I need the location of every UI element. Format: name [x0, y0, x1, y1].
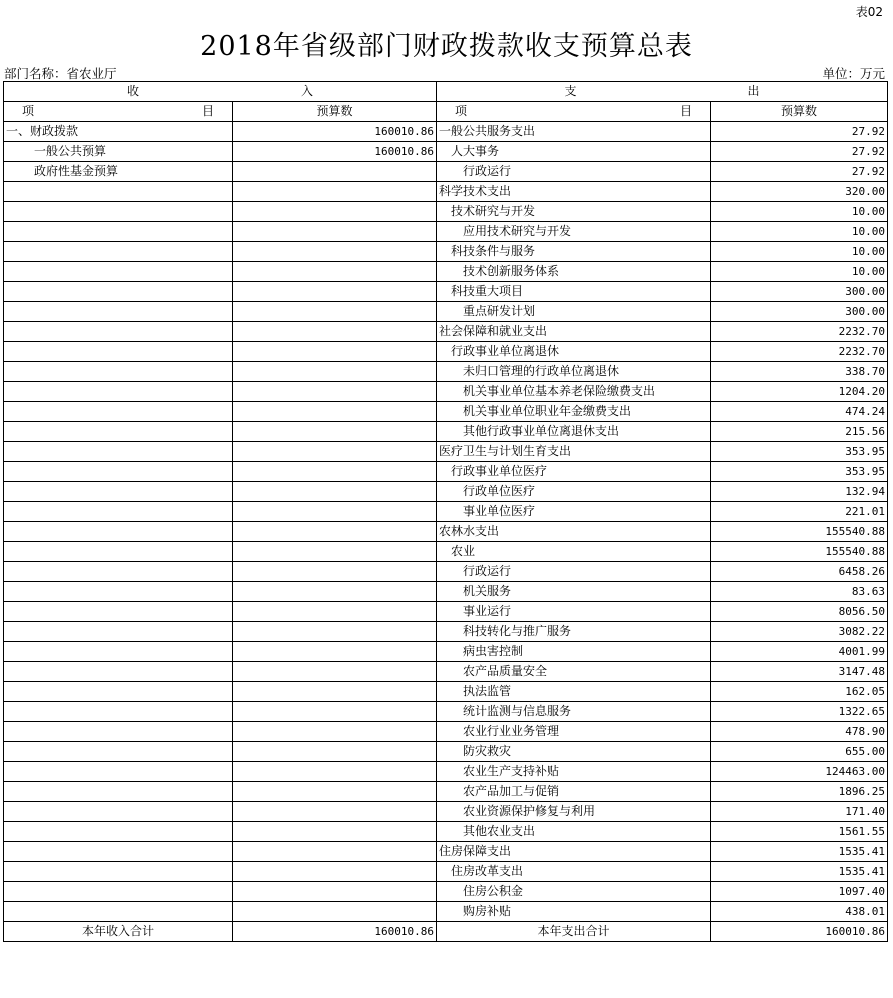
income-item [4, 422, 233, 442]
expense-total-value: 160010.86 [711, 922, 888, 942]
expense-value: 1322.65 [711, 702, 888, 722]
expense-value: 83.63 [711, 582, 888, 602]
income-value [233, 642, 437, 662]
expense-item: 农林水支出 [437, 522, 711, 542]
expense-item: 行政事业单位医疗 [437, 462, 711, 482]
expense-value: 474.24 [711, 402, 888, 422]
income-item [4, 222, 233, 242]
income-item [4, 622, 233, 642]
expense-value: 1204.20 [711, 382, 888, 402]
income-item [4, 862, 233, 882]
table-row [4, 262, 888, 282]
expense-item: 一般公共服务支出 [437, 122, 711, 142]
table-row [4, 742, 888, 762]
expense-total-label: 本年支出合计 [437, 922, 711, 942]
table-row [4, 522, 888, 542]
expense-value: 27.92 [711, 122, 888, 142]
table-row [4, 842, 888, 862]
table-row [4, 282, 888, 302]
table-row [4, 682, 888, 702]
income-value [233, 622, 437, 642]
income-section-header [4, 82, 437, 102]
sheet-number: 表02 [855, 5, 883, 19]
expense-value: 4001.99 [711, 642, 888, 662]
expense-value: 3082.22 [711, 622, 888, 642]
income-value [233, 522, 437, 542]
expense-item: 事业运行 [437, 602, 711, 622]
table-row [4, 242, 888, 262]
expense-item: 农产品质量安全 [437, 662, 711, 682]
item-char-1: 项 [22, 104, 35, 118]
item-char-1: 项 [455, 104, 468, 118]
expense-item: 行政单位医疗 [437, 482, 711, 502]
income-item [4, 542, 233, 562]
table-row [4, 322, 888, 342]
income-value [233, 802, 437, 822]
table-row [4, 202, 888, 222]
income-value [233, 202, 437, 222]
expense-value: 478.90 [711, 722, 888, 742]
income-value [233, 742, 437, 762]
expense-value: 6458.26 [711, 562, 888, 582]
expense-item: 技术研究与开发 [437, 202, 711, 222]
income-value [233, 822, 437, 842]
expense-item: 机关事业单位基本养老保险缴费支出 [437, 382, 711, 402]
expense-char-2: 出 [747, 84, 760, 98]
table-row [4, 142, 888, 162]
income-value [233, 782, 437, 802]
expense-item: 技术创新服务体系 [437, 262, 711, 282]
expense-value: 3147.48 [711, 662, 888, 682]
income-value [233, 702, 437, 722]
income-value [233, 542, 437, 562]
expense-value: 221.01 [711, 502, 888, 522]
expense-item: 购房补贴 [437, 902, 711, 922]
income-item [4, 602, 233, 622]
table-row [4, 562, 888, 582]
income-value [233, 882, 437, 902]
table-row [4, 482, 888, 502]
income-value [233, 442, 437, 462]
table-row [4, 342, 888, 362]
income-item [4, 822, 233, 842]
item-char-2: 目 [201, 104, 214, 118]
expense-value: 1896.25 [711, 782, 888, 802]
table-row [4, 182, 888, 202]
expense-item: 科技重大项目 [437, 282, 711, 302]
expense-value: 27.92 [711, 162, 888, 182]
table-row [4, 642, 888, 662]
table-row [4, 802, 888, 822]
expense-item: 农业 [437, 542, 711, 562]
table-body [4, 122, 888, 922]
expense-item: 农业资源保护修复与利用 [437, 802, 711, 822]
expense-item: 农业行业业务管理 [437, 722, 711, 742]
table-row [4, 502, 888, 522]
expense-item: 科学技术支出 [437, 182, 711, 202]
item-char-2: 目 [679, 104, 692, 118]
income-item: 一般公共预算 [4, 142, 233, 162]
income-value [233, 482, 437, 502]
expense-value: 300.00 [711, 302, 888, 322]
table-row [4, 822, 888, 842]
expense-budget-header: 预算数 [711, 102, 888, 122]
expense-item: 住房保障支出 [437, 842, 711, 862]
income-value [233, 362, 437, 382]
expense-section-header [437, 82, 888, 102]
expense-item: 事业单位医疗 [437, 502, 711, 522]
table-row [4, 702, 888, 722]
table-row [4, 662, 888, 682]
income-item [4, 182, 233, 202]
table-row [4, 882, 888, 902]
expense-value: 338.70 [711, 362, 888, 382]
income-value [233, 322, 437, 342]
income-value [233, 222, 437, 242]
expense-item: 机关事业单位职业年金缴费支出 [437, 402, 711, 422]
expense-value: 155540.88 [711, 522, 888, 542]
expense-item: 科技转化与推广服务 [437, 622, 711, 642]
income-item [4, 382, 233, 402]
income-item [4, 502, 233, 522]
expense-value: 655.00 [711, 742, 888, 762]
expense-value: 320.00 [711, 182, 888, 202]
budget-table [3, 81, 888, 942]
income-item [4, 322, 233, 342]
income-item [4, 682, 233, 702]
income-value [233, 242, 437, 262]
expense-item: 机关服务 [437, 582, 711, 602]
income-item [4, 882, 233, 902]
income-item: 政府性基金预算 [4, 162, 233, 182]
expense-char-1: 支 [564, 84, 577, 98]
income-item [4, 302, 233, 322]
expense-item: 农业生产支持补贴 [437, 762, 711, 782]
income-value [233, 502, 437, 522]
income-item [4, 402, 233, 422]
table-row [4, 722, 888, 742]
table-row [4, 542, 888, 562]
expense-value: 2232.70 [711, 322, 888, 342]
income-value [233, 282, 437, 302]
totals-row [4, 922, 888, 942]
expense-value: 162.05 [711, 682, 888, 702]
expense-value: 8056.50 [711, 602, 888, 622]
income-value [233, 902, 437, 922]
expense-item: 农产品加工与促销 [437, 782, 711, 802]
income-value [233, 722, 437, 742]
income-item [4, 202, 233, 222]
income-item [4, 702, 233, 722]
expense-item: 其他行政事业单位离退休支出 [437, 422, 711, 442]
expense-item: 社会保障和就业支出 [437, 322, 711, 342]
income-value [233, 762, 437, 782]
expense-item: 行政运行 [437, 162, 711, 182]
income-item [4, 362, 233, 382]
expense-item: 未归口管理的行政单位离退休 [437, 362, 711, 382]
expense-item: 人大事务 [437, 142, 711, 162]
income-item [4, 722, 233, 742]
income-item [4, 262, 233, 282]
expense-value: 155540.88 [711, 542, 888, 562]
income-item [4, 342, 233, 362]
expense-item: 行政事业单位离退休 [437, 342, 711, 362]
expense-item: 科技条件与服务 [437, 242, 711, 262]
expense-value: 10.00 [711, 202, 888, 222]
income-value [233, 402, 437, 422]
table-row [4, 902, 888, 922]
expense-value: 1535.41 [711, 842, 888, 862]
income-item [4, 662, 233, 682]
table-row [4, 762, 888, 782]
table-row [4, 422, 888, 442]
income-value [233, 582, 437, 602]
income-total-value: 160010.86 [233, 922, 437, 942]
table-row [4, 122, 888, 142]
income-value [233, 862, 437, 882]
income-item [4, 522, 233, 542]
income-total-label: 本年收入合计 [4, 922, 233, 942]
income-item [4, 442, 233, 462]
expense-value: 300.00 [711, 282, 888, 302]
table-row [4, 622, 888, 642]
department-name: 部门名称：省农业厅 [4, 66, 117, 81]
income-item [4, 242, 233, 262]
income-value [233, 682, 437, 702]
income-item [4, 582, 233, 602]
income-char-2: 入 [300, 84, 313, 98]
expense-value: 10.00 [711, 262, 888, 282]
income-item [4, 782, 233, 802]
expense-item: 重点研发计划 [437, 302, 711, 322]
expense-value: 1561.55 [711, 822, 888, 842]
table-row [4, 462, 888, 482]
expense-item: 统计监测与信息服务 [437, 702, 711, 722]
income-item [4, 642, 233, 662]
income-value [233, 422, 437, 442]
income-item-header [4, 102, 233, 122]
income-value [233, 562, 437, 582]
expense-value: 132.94 [711, 482, 888, 502]
expense-item: 其他农业支出 [437, 822, 711, 842]
table-row [4, 782, 888, 802]
expense-value: 1535.41 [711, 862, 888, 882]
expense-value: 10.00 [711, 242, 888, 262]
income-item [4, 282, 233, 302]
expense-item: 应用技术研究与开发 [437, 222, 711, 242]
income-item [4, 742, 233, 762]
expense-item: 执法监管 [437, 682, 711, 702]
income-value [233, 382, 437, 402]
income-value [233, 302, 437, 322]
income-item [4, 842, 233, 862]
expense-value: 438.01 [711, 902, 888, 922]
income-value [233, 162, 437, 182]
income-value [233, 842, 437, 862]
table-row [4, 302, 888, 322]
expense-value: 353.95 [711, 442, 888, 462]
expense-item: 住房改革支出 [437, 862, 711, 882]
expense-value: 10.00 [711, 222, 888, 242]
expense-value: 353.95 [711, 462, 888, 482]
income-value: 160010.86 [233, 122, 437, 142]
expense-value: 1097.40 [711, 882, 888, 902]
expense-item-header [437, 102, 711, 122]
income-item [4, 802, 233, 822]
income-char-1: 收 [126, 84, 139, 98]
income-value [233, 662, 437, 682]
column-header-row [4, 102, 888, 122]
expense-value: 215.56 [711, 422, 888, 442]
income-item: 一、财政拨款 [4, 122, 233, 142]
expense-value: 171.40 [711, 802, 888, 822]
income-item [4, 762, 233, 782]
table-row [4, 862, 888, 882]
expense-item: 行政运行 [437, 562, 711, 582]
table-row [4, 162, 888, 182]
section-header-row [4, 82, 888, 102]
expense-item: 防灾救灾 [437, 742, 711, 762]
table-row [4, 582, 888, 602]
income-item [4, 562, 233, 582]
income-value [233, 462, 437, 482]
income-budget-header: 预算数 [233, 102, 437, 122]
income-value [233, 342, 437, 362]
table-row [4, 382, 888, 402]
table-row [4, 602, 888, 622]
expense-value: 27.92 [711, 142, 888, 162]
expense-item: 住房公积金 [437, 882, 711, 902]
table-row [4, 402, 888, 422]
expense-item: 医疗卫生与计划生育支出 [437, 442, 711, 462]
expense-value: 124463.00 [711, 762, 888, 782]
unit-label: 单位：万元 [822, 66, 885, 81]
income-value [233, 262, 437, 282]
income-value [233, 182, 437, 202]
income-item [4, 902, 233, 922]
income-item [4, 462, 233, 482]
income-item [4, 482, 233, 502]
page-title: 2018年省级部门财政拨款收支预算总表 [200, 31, 693, 62]
table-row [4, 222, 888, 242]
income-value [233, 602, 437, 622]
expense-value: 2232.70 [711, 342, 888, 362]
table-row [4, 362, 888, 382]
expense-item: 病虫害控制 [437, 642, 711, 662]
table-row [4, 442, 888, 462]
income-value: 160010.86 [233, 142, 437, 162]
